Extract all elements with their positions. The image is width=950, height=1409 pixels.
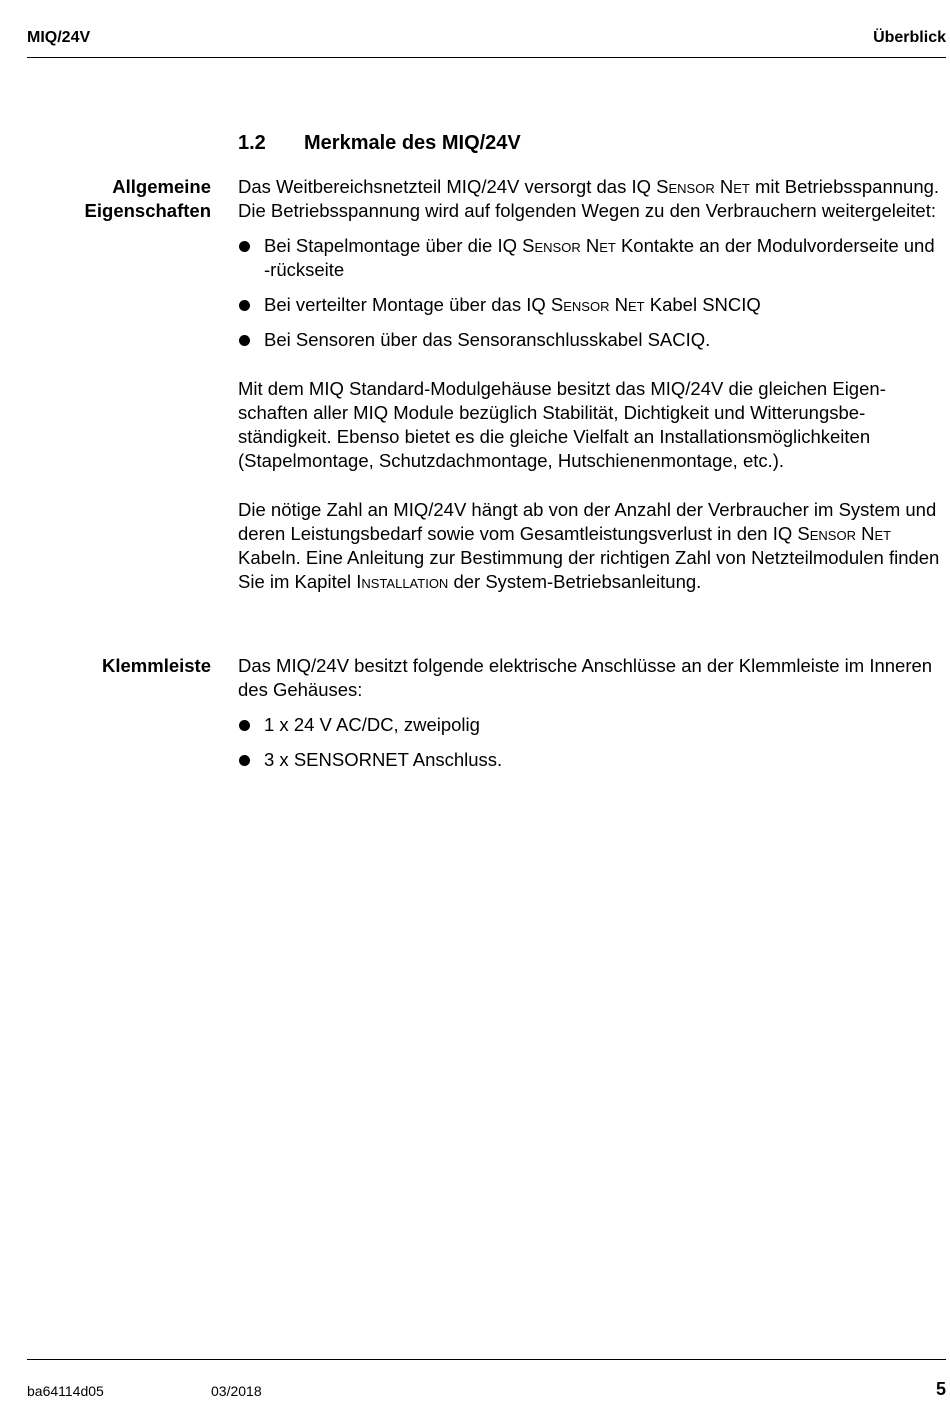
footer-doc-code: ba64114d05 [27, 1383, 104, 1399]
quantity-text-sensornet: Sensor Net [797, 523, 892, 544]
terminal-intro: Das MIQ/24V besitzt folgende elektrische Anschlüsse an der Klemmleiste im Inneren des Gehäuses: [238, 655, 933, 700]
general-bullet-list [238, 234, 944, 352]
bullet-text-b: Kabel SNCIQ [644, 294, 761, 315]
list-item [238, 713, 944, 737]
bullet-text-a: Bei Stapelmontage über die IQ [264, 235, 523, 256]
bullet-text-sensornet: Sensor Net [522, 235, 616, 256]
list-item [238, 234, 944, 282]
general-intro-b: mit Betriebsspannung. Die Betriebsspannung wird auf folgenden Wegen zu den Verbrauchern weitergeleitet: [238, 176, 940, 221]
side-label-terminal: Klemmleiste [102, 655, 211, 676]
side-label-general [0, 175, 211, 223]
footer-rule [27, 1359, 946, 1360]
bullet-dot-icon [239, 720, 250, 731]
list-item [238, 748, 944, 772]
terminal-body [238, 654, 944, 783]
list-item [238, 328, 944, 352]
general-paragraph-housing: Mit dem MIQ Standard-Modulgehäuse besitzt das MIQ/24V die gleichen Eigenschaften aller MIQ Module bezüglich Stabilität, Dichtigkeit und Witterungsbeständigkeit. Ebenso bietet es die gleiche Vielfalt an Installationsmöglichkeiten (Stapelmontage, Schutzdachmontage, Hutschienenmontage, etc.). [238, 378, 886, 471]
quantity-text-b: Kabeln. Eine Anleitung zur Bestimmung der richtigen Zahl von Netzteilmodulen finden Sie im Kapitel [238, 547, 940, 592]
header-rule [27, 57, 946, 58]
side-label-general-line1: Allgemeine [112, 176, 211, 197]
bullet-text-sensornet: Sensor Net [550, 294, 645, 315]
quantity-text-a: Die nötige Zahl an MIQ/24V hängt ab von der Anzahl der Verbraucher im System und deren Leistungsbedarf sowie vom Gesamtleistungsverlust in den IQ [238, 499, 937, 544]
bullet-text-a: Bei Sensoren über das Sensoranschlusskabel SACIQ. [264, 329, 711, 350]
general-intro [238, 175, 944, 223]
general-intro-a: Das Weitbereichsnetzteil MIQ/24V versorgt das IQ [238, 176, 657, 197]
general-paragraph-quantity [238, 498, 944, 594]
general-body [238, 175, 944, 605]
list-item [238, 293, 944, 317]
bullet-text-b: Kontakte an der Modulvorderseite und -rückseite [264, 235, 935, 280]
bullet-dot-icon [239, 335, 250, 346]
section-heading [238, 130, 521, 156]
bullet-text: 3 x SENSORNET Anschluss. [264, 749, 503, 770]
bullet-dot-icon [239, 241, 250, 252]
terminal-bullet-list [238, 713, 944, 772]
bullet-dot-icon [239, 300, 250, 311]
bullet-dot-icon [239, 755, 250, 766]
header-doc-title: MIQ/24V [27, 29, 91, 46]
bullet-text: 1 x 24 V AC/DC, zweipolig [264, 714, 480, 735]
footer-page-number: 5 [935, 1379, 946, 1399]
footer-date: 03/2018 [211, 1383, 262, 1399]
side-label-general-line2: Eigenschaften [84, 200, 211, 221]
bullet-text-a: Bei verteilter Montage über das IQ [264, 294, 551, 315]
section-title-text: Merkmale des MIQ/24V [304, 132, 521, 154]
header-chapter-title: Überblick [873, 29, 946, 46]
quantity-text-c: der System-Betriebsanleitung. [448, 571, 702, 592]
general-intro-sensornet: Sensor Net [656, 176, 750, 197]
section-number: 1.2 [238, 132, 266, 154]
quantity-text-installation: Installation [356, 571, 449, 592]
